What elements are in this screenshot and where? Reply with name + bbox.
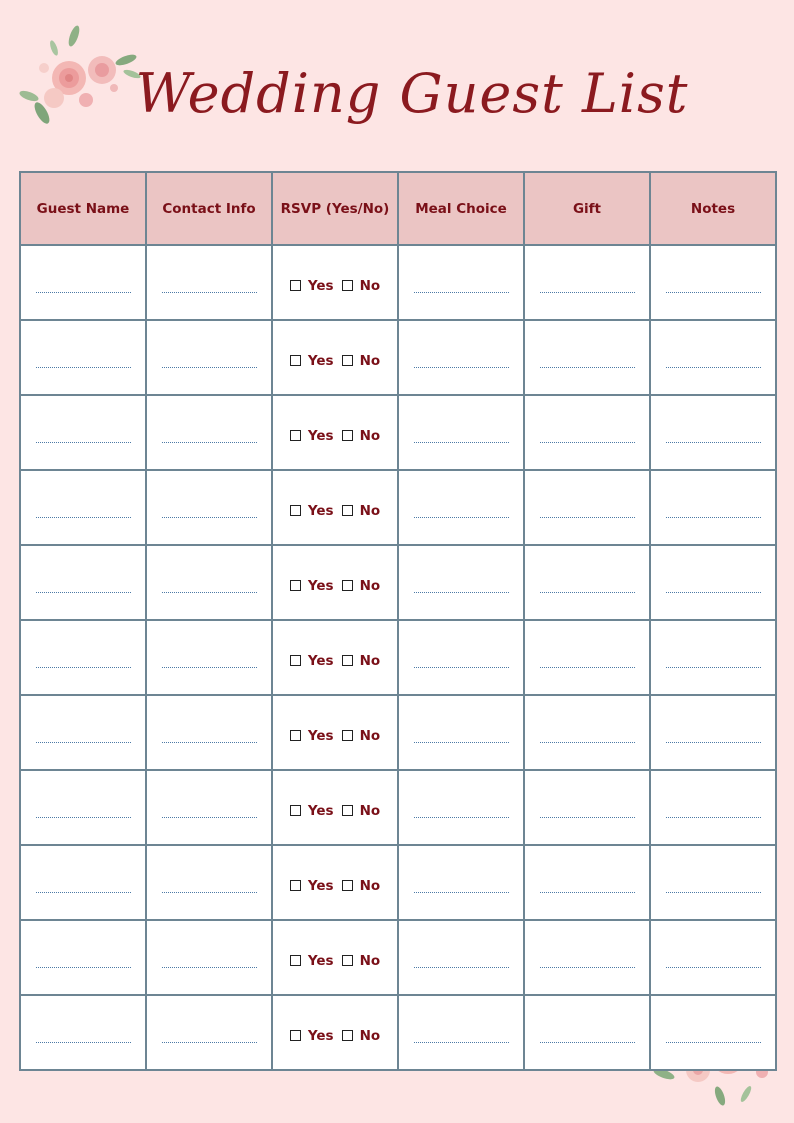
rsvp-no-checkbox[interactable]: [342, 580, 353, 591]
rsvp-cell: [272, 995, 398, 1070]
table-row: [20, 470, 776, 545]
notes-field[interactable]: [650, 995, 776, 1070]
writing-line: [414, 592, 509, 593]
writing-line: [540, 967, 635, 968]
guest-list-table: [19, 171, 777, 1071]
column-header-notes: Notes: [650, 172, 776, 245]
rsvp-no-label: No: [359, 577, 381, 594]
rsvp-no-checkbox[interactable]: [342, 655, 353, 666]
rsvp-no-option[interactable]: [342, 428, 381, 444]
guest-name-field[interactable]: [20, 395, 146, 470]
writing-line: [36, 667, 131, 668]
rsvp-yes-option[interactable]: [290, 1028, 334, 1044]
writing-line: [540, 892, 635, 893]
notes-field[interactable]: [650, 770, 776, 845]
table-row: [20, 395, 776, 470]
rsvp-no-label: No: [359, 1027, 381, 1044]
writing-line: [36, 292, 131, 293]
meal-choice-field[interactable]: [398, 770, 524, 845]
column-header-rsvp: RSVP (Yes/No): [272, 172, 398, 245]
rsvp-yes-option[interactable]: [290, 353, 334, 369]
rsvp-yes-checkbox[interactable]: [290, 730, 301, 741]
rsvp-cell: [272, 470, 398, 545]
meal-choice-field[interactable]: [398, 695, 524, 770]
writing-line: [540, 517, 635, 518]
rsvp-yes-label: Yes: [307, 952, 334, 969]
rsvp-no-label: No: [359, 277, 381, 294]
rsvp-no-label: No: [359, 352, 381, 369]
rsvp-yes-checkbox[interactable]: [290, 955, 301, 966]
writing-line: [666, 1042, 761, 1043]
rsvp-no-option[interactable]: [342, 1028, 381, 1044]
gift-field[interactable]: [524, 695, 650, 770]
guest-name-field[interactable]: [20, 770, 146, 845]
rsvp-no-label: No: [359, 877, 381, 894]
contact-info-field[interactable]: [146, 470, 272, 545]
writing-line: [540, 442, 635, 443]
contact-info-field[interactable]: [146, 920, 272, 995]
rsvp-no-option[interactable]: [342, 353, 381, 369]
writing-line: [162, 667, 257, 668]
writing-line: [666, 442, 761, 443]
writing-line: [414, 442, 509, 443]
rsvp-yes-label: Yes: [307, 877, 334, 894]
gift-field[interactable]: [524, 620, 650, 695]
rsvp-yes-checkbox[interactable]: [290, 880, 301, 891]
guest-name-field[interactable]: [20, 845, 146, 920]
rsvp-cell: [272, 845, 398, 920]
writing-line: [162, 967, 257, 968]
meal-choice-field[interactable]: [398, 845, 524, 920]
writing-line: [414, 292, 509, 293]
rsvp-yes-checkbox[interactable]: [290, 430, 301, 441]
writing-line: [162, 1042, 257, 1043]
meal-choice-field[interactable]: [398, 920, 524, 995]
rsvp-cell: [272, 395, 398, 470]
rsvp-yes-option[interactable]: [290, 803, 334, 819]
writing-line: [666, 742, 761, 743]
notes-field[interactable]: [650, 320, 776, 395]
meal-choice-field[interactable]: [398, 470, 524, 545]
rsvp-no-option[interactable]: [342, 503, 381, 519]
writing-line: [540, 817, 635, 818]
writing-line: [666, 892, 761, 893]
rsvp-no-checkbox[interactable]: [342, 805, 353, 816]
writing-line: [666, 817, 761, 818]
rsvp-no-checkbox[interactable]: [342, 280, 353, 291]
writing-line: [162, 442, 257, 443]
writing-line: [666, 517, 761, 518]
rsvp-yes-checkbox[interactable]: [290, 655, 301, 666]
writing-line: [36, 442, 131, 443]
writing-line: [36, 817, 131, 818]
guest-name-field[interactable]: [20, 470, 146, 545]
notes-field[interactable]: [650, 545, 776, 620]
contact-info-field[interactable]: [146, 995, 272, 1070]
rsvp-yes-checkbox[interactable]: [290, 280, 301, 291]
column-header-contact-info: Contact Info: [146, 172, 272, 245]
writing-line: [162, 892, 257, 893]
rsvp-yes-checkbox[interactable]: [290, 1030, 301, 1041]
rsvp-no-checkbox[interactable]: [342, 880, 353, 891]
writing-line: [36, 367, 131, 368]
rsvp-no-label: No: [359, 802, 381, 819]
rsvp-no-option[interactable]: [342, 278, 381, 294]
writing-line: [540, 367, 635, 368]
rsvp-yes-option[interactable]: [290, 578, 334, 594]
writing-line: [540, 1042, 635, 1043]
writing-line: [36, 892, 131, 893]
rsvp-yes-label: Yes: [307, 277, 334, 294]
writing-line: [162, 742, 257, 743]
rsvp-no-checkbox[interactable]: [342, 355, 353, 366]
notes-field[interactable]: [650, 695, 776, 770]
table-row: [20, 320, 776, 395]
writing-line: [36, 742, 131, 743]
table-row: [20, 995, 776, 1070]
guest-name-field[interactable]: [20, 920, 146, 995]
writing-line: [162, 367, 257, 368]
contact-info-field[interactable]: [146, 620, 272, 695]
rsvp-no-checkbox[interactable]: [342, 505, 353, 516]
writing-line: [414, 817, 509, 818]
rsvp-cell: [272, 695, 398, 770]
notes-field[interactable]: [650, 620, 776, 695]
writing-line: [414, 967, 509, 968]
contact-info-field[interactable]: [146, 770, 272, 845]
rsvp-yes-option[interactable]: [290, 503, 334, 519]
gift-field[interactable]: [524, 995, 650, 1070]
contact-info-field[interactable]: [146, 845, 272, 920]
rsvp-yes-checkbox[interactable]: [290, 505, 301, 516]
rsvp-no-label: No: [359, 502, 381, 519]
table-header-row: [20, 172, 776, 245]
rsvp-yes-label: Yes: [307, 502, 334, 519]
table-row: [20, 920, 776, 995]
meal-choice-field[interactable]: [398, 995, 524, 1070]
notes-field[interactable]: [650, 920, 776, 995]
rsvp-cell: [272, 620, 398, 695]
writing-line: [36, 592, 131, 593]
gift-field[interactable]: [524, 395, 650, 470]
guest-name-field[interactable]: [20, 620, 146, 695]
rsvp-yes-checkbox[interactable]: [290, 580, 301, 591]
column-header-gift: Gift: [524, 172, 650, 245]
table-row: [20, 545, 776, 620]
gift-field[interactable]: [524, 770, 650, 845]
table-row: [20, 770, 776, 845]
rsvp-no-option[interactable]: [342, 728, 381, 744]
meal-choice-field[interactable]: [398, 245, 524, 320]
table-row: [20, 695, 776, 770]
rsvp-cell: [272, 545, 398, 620]
writing-line: [414, 367, 509, 368]
rsvp-no-checkbox[interactable]: [342, 1030, 353, 1041]
gift-field[interactable]: [524, 245, 650, 320]
writing-line: [666, 292, 761, 293]
table-row: [20, 245, 776, 320]
rsvp-yes-label: Yes: [307, 727, 334, 744]
rsvp-yes-label: Yes: [307, 802, 334, 819]
writing-line: [162, 292, 257, 293]
guest-name-field[interactable]: [20, 995, 146, 1070]
guest-name-field[interactable]: [20, 320, 146, 395]
meal-choice-field[interactable]: [398, 620, 524, 695]
notes-field[interactable]: [650, 245, 776, 320]
gift-field[interactable]: [524, 920, 650, 995]
writing-line: [414, 517, 509, 518]
writing-line: [414, 1042, 509, 1043]
table-row: [20, 620, 776, 695]
rsvp-cell: [272, 920, 398, 995]
meal-choice-field[interactable]: [398, 320, 524, 395]
writing-line: [162, 517, 257, 518]
rsvp-no-option[interactable]: [342, 878, 381, 894]
writing-line: [540, 667, 635, 668]
column-header-guest-name: Guest Name: [20, 172, 146, 245]
contact-info-field[interactable]: [146, 695, 272, 770]
rsvp-cell: [272, 770, 398, 845]
guest-name-field[interactable]: [20, 545, 146, 620]
meal-choice-field[interactable]: [398, 395, 524, 470]
rsvp-cell: [272, 320, 398, 395]
rsvp-yes-label: Yes: [307, 652, 334, 669]
contact-info-field[interactable]: [146, 545, 272, 620]
notes-field[interactable]: [650, 845, 776, 920]
gift-field[interactable]: [524, 545, 650, 620]
gift-field[interactable]: [524, 320, 650, 395]
rsvp-no-checkbox[interactable]: [342, 730, 353, 741]
writing-line: [36, 517, 131, 518]
writing-line: [162, 592, 257, 593]
rsvp-yes-label: Yes: [307, 352, 334, 369]
writing-line: [540, 592, 635, 593]
writing-line: [162, 817, 257, 818]
rsvp-yes-checkbox[interactable]: [290, 805, 301, 816]
rsvp-yes-option[interactable]: [290, 653, 334, 669]
rsvp-yes-checkbox[interactable]: [290, 355, 301, 366]
rsvp-yes-option[interactable]: [290, 428, 334, 444]
table-row: [20, 845, 776, 920]
writing-line: [414, 742, 509, 743]
rsvp-yes-option[interactable]: [290, 878, 334, 894]
contact-info-field[interactable]: [146, 245, 272, 320]
writing-line: [36, 1042, 131, 1043]
rsvp-no-option[interactable]: [342, 803, 381, 819]
contact-info-field[interactable]: [146, 320, 272, 395]
rsvp-no-label: No: [359, 727, 381, 744]
guest-name-field[interactable]: [20, 245, 146, 320]
rsvp-cell: [272, 245, 398, 320]
rsvp-no-label: No: [359, 652, 381, 669]
column-header-meal-choice: Meal Choice: [398, 172, 524, 245]
meal-choice-field[interactable]: [398, 545, 524, 620]
rsvp-yes-option[interactable]: [290, 728, 334, 744]
gift-field[interactable]: [524, 470, 650, 545]
rsvp-yes-label: Yes: [307, 577, 334, 594]
writing-line: [414, 892, 509, 893]
gift-field[interactable]: [524, 845, 650, 920]
rsvp-no-label: No: [359, 427, 381, 444]
writing-line: [666, 967, 761, 968]
writing-line: [540, 742, 635, 743]
rsvp-yes-label: Yes: [307, 427, 334, 444]
guest-name-field[interactable]: [20, 695, 146, 770]
writing-line: [666, 592, 761, 593]
writing-line: [414, 667, 509, 668]
rsvp-no-option[interactable]: [342, 578, 381, 594]
rsvp-no-checkbox[interactable]: [342, 430, 353, 441]
writing-line: [666, 367, 761, 368]
page-title: Wedding Guest List: [135, 62, 689, 125]
writing-line: [36, 967, 131, 968]
rsvp-no-label: No: [359, 952, 381, 969]
rsvp-yes-label: Yes: [307, 1027, 334, 1044]
notes-field[interactable]: [650, 395, 776, 470]
contact-info-field[interactable]: [146, 395, 272, 470]
notes-field[interactable]: [650, 470, 776, 545]
rsvp-no-option[interactable]: [342, 653, 381, 669]
rsvp-yes-option[interactable]: [290, 278, 334, 294]
rsvp-yes-option[interactable]: [290, 953, 334, 969]
rsvp-no-checkbox[interactable]: [342, 955, 353, 966]
rsvp-no-option[interactable]: [342, 953, 381, 969]
writing-line: [666, 667, 761, 668]
writing-line: [540, 292, 635, 293]
